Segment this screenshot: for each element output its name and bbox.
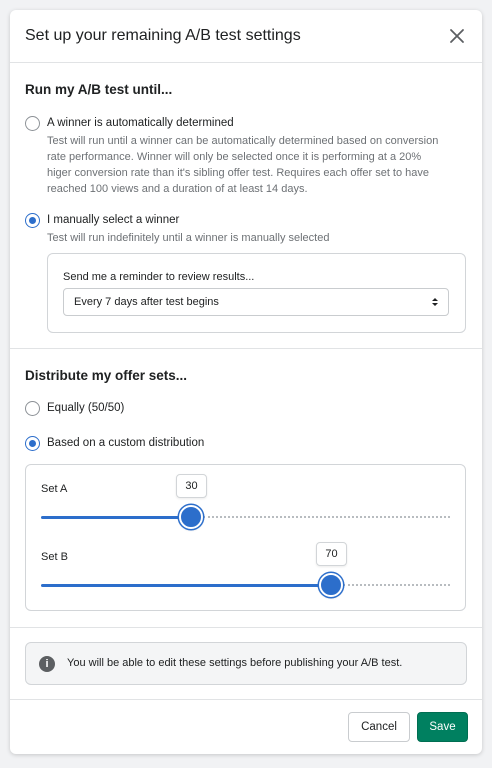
- section-divider: [10, 627, 482, 628]
- reminder-select[interactable]: [63, 288, 449, 316]
- select-arrows-icon: [431, 296, 439, 308]
- set-a-value: 30: [176, 474, 207, 498]
- slider-fill: [41, 516, 191, 519]
- option-auto-winner-label: A winner is automatically determined: [47, 117, 234, 129]
- slider-thumb[interactable]: [319, 573, 343, 597]
- set-a-slider[interactable]: [41, 505, 450, 529]
- set-b-label: Set B: [41, 551, 68, 563]
- slider-track: [203, 516, 450, 518]
- set-b-value: 70: [316, 542, 347, 566]
- radio-equal-distribution[interactable]: [25, 401, 40, 416]
- option-manual-winner-label: I manually select a winner: [47, 214, 180, 226]
- info-banner: [25, 642, 467, 685]
- slider-thumb[interactable]: [179, 505, 203, 529]
- close-icon[interactable]: [448, 27, 466, 45]
- ab-test-settings-modal: [10, 10, 482, 754]
- option-auto-winner-help: Test will run until a winner can be automatically determined based on conversion rate performance. Winner will only be selected once it is performing at a 20% higer conversion rate than it's sibling offer test. Requires each offer set to have reached 100 views and a duration of at least 14 days.: [47, 135, 439, 195]
- modal-header: [10, 10, 482, 63]
- option-manual-winner-help: Test will run indefinitely until a winner is manually selected: [47, 232, 330, 244]
- run-until-heading: Run my A/B test until...: [25, 82, 173, 97]
- set-a-label: Set A: [41, 483, 68, 495]
- option-custom-label: Based on a custom distribution: [47, 437, 205, 449]
- section-divider: [10, 348, 482, 349]
- radio-custom-distribution[interactable]: [25, 436, 40, 451]
- distribute-heading: Distribute my offer sets...: [25, 368, 188, 383]
- radio-manual-winner[interactable]: [25, 213, 40, 228]
- set-b-slider[interactable]: [41, 573, 450, 597]
- info-banner-text: You will be able to edit these settings before publishing your A/B test.: [67, 657, 403, 669]
- radio-auto-winner[interactable]: [25, 116, 40, 131]
- save-button[interactable]: Save: [417, 712, 468, 742]
- slider-track: [343, 584, 450, 586]
- reminder-box: [47, 253, 466, 333]
- option-equal-label: Equally (50/50): [47, 402, 125, 414]
- footer-divider: [10, 699, 482, 700]
- modal-title: Set up your remaining A/B test settings: [25, 27, 301, 44]
- distribution-box: [25, 464, 466, 611]
- reminder-label: Send me a reminder to review results...: [63, 271, 255, 283]
- cancel-button[interactable]: Cancel: [348, 712, 410, 742]
- slider-fill: [41, 584, 331, 587]
- reminder-select-value: Every 7 days after test begins: [74, 296, 219, 308]
- info-icon: i: [39, 656, 55, 672]
